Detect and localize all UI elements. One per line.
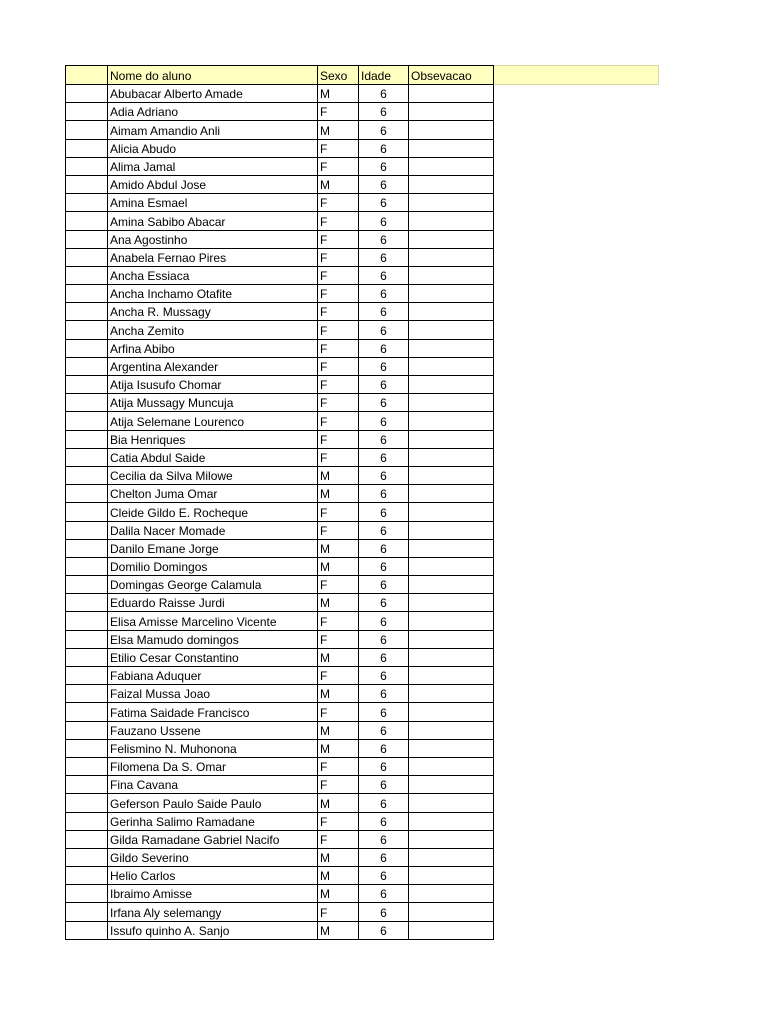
student-age-cell[interactable]: 6 — [359, 139, 409, 157]
student-age-cell[interactable]: 6 — [359, 630, 409, 648]
student-age-cell[interactable]: 6 — [359, 266, 409, 284]
student-age-cell[interactable]: 6 — [359, 485, 409, 503]
table-row — [66, 703, 659, 721]
student-age-cell[interactable]: 6 — [359, 194, 409, 212]
row-num-cell[interactable] — [66, 921, 108, 939]
student-name-cell[interactable]: Alima Jamal — [108, 157, 318, 175]
student-sex-cell[interactable]: F — [318, 521, 359, 539]
student-age-cell[interactable]: 6 — [359, 794, 409, 812]
student-sex-cell[interactable]: F — [318, 412, 359, 430]
row-num-cell[interactable] — [66, 212, 108, 230]
table-row — [66, 721, 659, 739]
student-obs-cell[interactable] — [409, 85, 494, 103]
student-obs-cell[interactable] — [409, 194, 494, 212]
student-obs-cell[interactable] — [409, 412, 494, 430]
student-obs-cell[interactable] — [409, 121, 494, 139]
student-obs-cell[interactable] — [409, 648, 494, 666]
student-obs-cell[interactable] — [409, 794, 494, 812]
student-name-cell[interactable]: Irfana Aly selemangy — [108, 903, 318, 921]
student-sex-cell[interactable]: M — [318, 867, 359, 885]
student-sex-cell[interactable]: M — [318, 121, 359, 139]
student-name-cell[interactable]: Dalila Nacer Momade — [108, 521, 318, 539]
table-row — [66, 557, 659, 575]
student-obs-cell[interactable] — [409, 230, 494, 248]
row-num-cell[interactable] — [66, 503, 108, 521]
student-obs-cell[interactable] — [409, 667, 494, 685]
student-obs-cell[interactable] — [409, 466, 494, 484]
student-sex-cell[interactable]: F — [318, 212, 359, 230]
student-name-cell[interactable]: Fatima Saidade Francisco — [108, 703, 318, 721]
row-num-cell[interactable] — [66, 466, 108, 484]
student-sex-cell[interactable]: F — [318, 248, 359, 266]
table-row — [66, 521, 659, 539]
table-row — [66, 357, 659, 375]
table-row — [66, 85, 659, 103]
student-sex-cell[interactable]: M — [318, 848, 359, 866]
student-sex-cell[interactable]: F — [318, 285, 359, 303]
student-obs-cell[interactable] — [409, 848, 494, 866]
student-obs-cell[interactable] — [409, 212, 494, 230]
student-age-cell[interactable]: 6 — [359, 430, 409, 448]
row-num-cell[interactable] — [66, 139, 108, 157]
student-name-cell[interactable]: Argentina Alexander — [108, 357, 318, 375]
student-name-cell[interactable]: Ancha R. Mussagy — [108, 303, 318, 321]
student-obs-cell[interactable] — [409, 139, 494, 157]
student-name-cell[interactable]: Ibraimo Amisse — [108, 885, 318, 903]
student-age-cell[interactable]: 6 — [359, 175, 409, 193]
student-age-cell[interactable]: 6 — [359, 576, 409, 594]
row-num-cell[interactable] — [66, 521, 108, 539]
row-num-cell[interactable] — [66, 848, 108, 866]
student-sex-cell[interactable]: F — [318, 667, 359, 685]
table-row — [66, 212, 659, 230]
row-num-cell[interactable] — [66, 576, 108, 594]
student-sex-cell[interactable]: F — [318, 103, 359, 121]
student-sex-cell[interactable]: F — [318, 776, 359, 794]
student-age-cell[interactable]: 6 — [359, 812, 409, 830]
student-sex-cell[interactable]: M — [318, 721, 359, 739]
student-sheet — [65, 65, 659, 940]
table-row — [66, 539, 659, 557]
student-sex-cell[interactable]: M — [318, 466, 359, 484]
student-name-cell[interactable]: Geferson Paulo Saide Paulo — [108, 794, 318, 812]
row-num-cell[interactable] — [66, 667, 108, 685]
table-row — [66, 885, 659, 903]
table-row — [66, 739, 659, 757]
table-row — [66, 667, 659, 685]
row-num-cell[interactable] — [66, 339, 108, 357]
student-age-cell[interactable]: 6 — [359, 685, 409, 703]
student-age-cell[interactable]: 6 — [359, 648, 409, 666]
table-row — [66, 321, 659, 339]
table-row — [66, 103, 659, 121]
student-obs-cell[interactable] — [409, 885, 494, 903]
student-name-cell[interactable]: Ancha Zemito — [108, 321, 318, 339]
table-row — [66, 612, 659, 630]
student-name-cell[interactable]: Abubacar Alberto Amade — [108, 85, 318, 103]
student-name-cell[interactable]: Gerinha Salimo Ramadane — [108, 812, 318, 830]
student-obs-cell[interactable] — [409, 830, 494, 848]
student-age-cell[interactable]: 6 — [359, 757, 409, 775]
table-row — [66, 576, 659, 594]
table-row — [66, 812, 659, 830]
row-num-cell[interactable] — [66, 721, 108, 739]
table-row — [66, 230, 659, 248]
student-age-cell[interactable]: 6 — [359, 285, 409, 303]
student-sex-cell[interactable]: M — [318, 885, 359, 903]
student-obs-cell[interactable] — [409, 266, 494, 284]
row-num-cell[interactable] — [66, 376, 108, 394]
student-obs-cell[interactable] — [409, 103, 494, 121]
student-sex-cell[interactable]: M — [318, 175, 359, 193]
student-sex-cell[interactable]: M — [318, 85, 359, 103]
row-num-cell[interactable] — [66, 867, 108, 885]
student-name-cell[interactable]: Fabiana Aduquer — [108, 667, 318, 685]
student-obs-cell[interactable] — [409, 721, 494, 739]
student-name-cell[interactable]: Alicia Abudo — [108, 139, 318, 157]
row-num-cell[interactable] — [66, 594, 108, 612]
header-num-cell[interactable] — [66, 66, 108, 85]
student-obs-cell[interactable] — [409, 757, 494, 775]
table-row — [66, 376, 659, 394]
row-num-cell[interactable] — [66, 248, 108, 266]
student-sex-cell[interactable]: M — [318, 921, 359, 939]
student-age-cell[interactable]: 6 — [359, 303, 409, 321]
row-num-cell[interactable] — [66, 357, 108, 375]
student-obs-cell[interactable] — [409, 776, 494, 794]
student-obs-cell[interactable] — [409, 285, 494, 303]
row-num-cell[interactable] — [66, 303, 108, 321]
table-row — [66, 339, 659, 357]
student-name-cell[interactable]: Issufo quinho A. Sanjo — [108, 921, 318, 939]
student-obs-cell[interactable] — [409, 303, 494, 321]
student-obs-cell[interactable] — [409, 157, 494, 175]
student-obs-cell[interactable] — [409, 448, 494, 466]
table-row — [66, 248, 659, 266]
student-sex-cell[interactable]: F — [318, 194, 359, 212]
student-name-cell[interactable]: Ancha Essiaca — [108, 266, 318, 284]
student-name-cell[interactable]: Amina Esmael — [108, 194, 318, 212]
student-sex-cell[interactable]: F — [318, 266, 359, 284]
student-obs-cell[interactable] — [409, 685, 494, 703]
student-obs-cell[interactable] — [409, 321, 494, 339]
row-num-cell[interactable] — [66, 485, 108, 503]
student-sex-cell[interactable]: F — [318, 448, 359, 466]
table-row — [66, 867, 659, 885]
student-sex-cell[interactable]: F — [318, 303, 359, 321]
student-name-cell[interactable]: Faizal Mussa Joao — [108, 685, 318, 703]
student-age-cell[interactable]: 6 — [359, 339, 409, 357]
student-obs-cell[interactable] — [409, 248, 494, 266]
table-row — [66, 921, 659, 939]
student-name-cell[interactable]: Cleide Gildo E. Rocheque — [108, 503, 318, 521]
table-row — [66, 794, 659, 812]
student-age-cell[interactable]: 6 — [359, 612, 409, 630]
student-age-cell[interactable]: 6 — [359, 157, 409, 175]
student-age-cell[interactable]: 6 — [359, 703, 409, 721]
table-row — [66, 685, 659, 703]
row-num-cell[interactable] — [66, 448, 108, 466]
row-num-cell[interactable] — [66, 85, 108, 103]
header-row — [66, 66, 659, 85]
student-age-cell[interactable]: 6 — [359, 466, 409, 484]
student-sex-cell[interactable]: F — [318, 321, 359, 339]
row-num-cell[interactable] — [66, 230, 108, 248]
student-name-cell[interactable]: Atija Selemane Lourenco — [108, 412, 318, 430]
student-name-cell[interactable]: Amina Sabibo Abacar — [108, 212, 318, 230]
row-num-cell[interactable] — [66, 776, 108, 794]
student-name-cell[interactable]: Chelton Juma Omar — [108, 485, 318, 503]
student-age-cell[interactable]: 6 — [359, 885, 409, 903]
header-sex-cell[interactable]: Sexo — [318, 66, 359, 85]
student-name-cell[interactable]: Ana Agostinho — [108, 230, 318, 248]
student-age-cell[interactable]: 6 — [359, 776, 409, 794]
table-row — [66, 266, 659, 284]
student-age-cell[interactable]: 6 — [359, 667, 409, 685]
student-age-cell[interactable]: 6 — [359, 248, 409, 266]
student-name-cell[interactable]: Danilo Emane Jorge — [108, 539, 318, 557]
student-age-cell[interactable]: 6 — [359, 739, 409, 757]
student-obs-cell[interactable] — [409, 612, 494, 630]
student-name-cell[interactable]: Amido Abdul Jose — [108, 175, 318, 193]
student-obs-cell[interactable] — [409, 576, 494, 594]
student-age-cell[interactable]: 6 — [359, 321, 409, 339]
row-num-cell[interactable] — [66, 703, 108, 721]
table-row — [66, 757, 659, 775]
student-name-cell[interactable]: Ancha Inchamo Otafite — [108, 285, 318, 303]
student-name-cell[interactable]: Domilio Domingos — [108, 557, 318, 575]
row-num-cell[interactable] — [66, 903, 108, 921]
row-num-cell[interactable] — [66, 285, 108, 303]
table-row — [66, 848, 659, 866]
student-name-cell[interactable]: Eduardo Raisse Jurdi — [108, 594, 318, 612]
header-extra-cell[interactable] — [494, 66, 659, 85]
student-name-cell[interactable]: Helio Carlos — [108, 867, 318, 885]
student-sex-cell[interactable]: M — [318, 794, 359, 812]
student-sex-cell[interactable]: F — [318, 357, 359, 375]
student-obs-cell[interactable] — [409, 539, 494, 557]
student-sex-cell[interactable]: F — [318, 812, 359, 830]
student-age-cell[interactable]: 6 — [359, 376, 409, 394]
table-row — [66, 903, 659, 921]
student-sex-cell[interactable]: F — [318, 157, 359, 175]
table-row — [66, 394, 659, 412]
student-name-cell[interactable]: Filomena Da S. Omar — [108, 757, 318, 775]
student-age-cell[interactable]: 6 — [359, 121, 409, 139]
student-sex-cell[interactable]: M — [318, 648, 359, 666]
student-sex-cell[interactable]: M — [318, 557, 359, 575]
student-age-cell[interactable]: 6 — [359, 557, 409, 575]
student-name-cell[interactable]: Elisa Amisse Marcelino Vicente — [108, 612, 318, 630]
table-row — [66, 139, 659, 157]
student-sex-cell[interactable]: F — [318, 339, 359, 357]
student-sex-cell[interactable]: F — [318, 630, 359, 648]
table-row — [66, 448, 659, 466]
student-sex-cell[interactable]: M — [318, 685, 359, 703]
table-row — [66, 830, 659, 848]
student-sex-cell[interactable]: M — [318, 539, 359, 557]
student-age-cell[interactable]: 6 — [359, 921, 409, 939]
student-obs-cell[interactable] — [409, 557, 494, 575]
student-obs-cell[interactable] — [409, 594, 494, 612]
row-num-cell[interactable] — [66, 885, 108, 903]
student-sex-cell[interactable]: F — [318, 430, 359, 448]
student-age-cell[interactable]: 6 — [359, 85, 409, 103]
table-row — [66, 157, 659, 175]
table-row — [66, 194, 659, 212]
student-name-cell[interactable]: Felismino N. Muhonona — [108, 739, 318, 757]
table-row — [66, 503, 659, 521]
row-num-cell[interactable] — [66, 266, 108, 284]
table-row — [66, 630, 659, 648]
student-sex-cell[interactable]: F — [318, 503, 359, 521]
table-row — [66, 121, 659, 139]
student-age-cell[interactable]: 6 — [359, 230, 409, 248]
student-sex-cell[interactable]: M — [318, 485, 359, 503]
student-obs-cell[interactable] — [409, 867, 494, 885]
header-name-cell[interactable]: Nome do aluno — [108, 66, 318, 85]
student-obs-cell[interactable] — [409, 339, 494, 357]
row-num-cell[interactable] — [66, 630, 108, 648]
student-age-cell[interactable]: 6 — [359, 539, 409, 557]
student-sex-cell[interactable]: F — [318, 576, 359, 594]
student-age-cell[interactable]: 6 — [359, 448, 409, 466]
student-sex-cell[interactable]: F — [318, 757, 359, 775]
table-row — [66, 594, 659, 612]
header-obs-cell[interactable]: Obsevacao — [409, 66, 494, 85]
student-obs-cell[interactable] — [409, 921, 494, 939]
student-obs-cell[interactable] — [409, 485, 494, 503]
student-obs-cell[interactable] — [409, 812, 494, 830]
student-name-cell[interactable]: Gildo Severino — [108, 848, 318, 866]
row-num-cell[interactable] — [66, 612, 108, 630]
student-obs-cell[interactable] — [409, 503, 494, 521]
student-name-cell[interactable]: Bia Henriques — [108, 430, 318, 448]
student-sex-cell[interactable]: M — [318, 739, 359, 757]
student-sex-cell[interactable]: F — [318, 139, 359, 157]
table-row — [66, 776, 659, 794]
row-num-cell[interactable] — [66, 685, 108, 703]
student-age-cell[interactable]: 6 — [359, 412, 409, 430]
student-age-cell[interactable]: 6 — [359, 721, 409, 739]
table-row — [66, 303, 659, 321]
row-num-cell[interactable] — [66, 321, 108, 339]
row-num-cell[interactable] — [66, 103, 108, 121]
row-num-cell[interactable] — [66, 175, 108, 193]
student-age-cell[interactable]: 6 — [359, 103, 409, 121]
table-row — [66, 485, 659, 503]
table-row — [66, 412, 659, 430]
table-row — [66, 648, 659, 666]
student-name-cell[interactable]: Arfina Abibo — [108, 339, 318, 357]
row-num-cell[interactable] — [66, 757, 108, 775]
student-name-cell[interactable]: Adia Adriano — [108, 103, 318, 121]
student-name-cell[interactable]: Cecilia da Silva Milowe — [108, 466, 318, 484]
row-num-cell[interactable] — [66, 557, 108, 575]
student-sex-cell[interactable]: F — [318, 830, 359, 848]
student-name-cell[interactable]: Fina Cavana — [108, 776, 318, 794]
student-obs-cell[interactable] — [409, 357, 494, 375]
row-num-cell[interactable] — [66, 539, 108, 557]
student-name-cell[interactable]: Atija Isusufo Chomar — [108, 376, 318, 394]
student-obs-cell[interactable] — [409, 630, 494, 648]
student-sex-cell[interactable]: F — [318, 703, 359, 721]
student-name-cell[interactable]: Catia Abdul Saide — [108, 448, 318, 466]
table-row — [66, 175, 659, 193]
student-name-cell[interactable]: Domingas George Calamula — [108, 576, 318, 594]
student-name-cell[interactable]: Aimam Amandio Anli — [108, 121, 318, 139]
student-obs-cell[interactable] — [409, 521, 494, 539]
student-sex-cell[interactable]: M — [318, 594, 359, 612]
student-age-cell[interactable]: 6 — [359, 521, 409, 539]
student-name-cell[interactable]: Gilda Ramadane Gabriel Nacifo — [108, 830, 318, 848]
student-age-cell[interactable]: 6 — [359, 830, 409, 848]
student-sex-cell[interactable]: F — [318, 612, 359, 630]
student-age-cell[interactable]: 6 — [359, 503, 409, 521]
student-age-cell[interactable]: 6 — [359, 394, 409, 412]
student-obs-cell[interactable] — [409, 903, 494, 921]
row-num-cell[interactable] — [66, 830, 108, 848]
student-age-cell[interactable]: 6 — [359, 867, 409, 885]
table-row — [66, 285, 659, 303]
student-obs-cell[interactable] — [409, 394, 494, 412]
student-name-cell[interactable]: Fauzano Ussene — [108, 721, 318, 739]
header-age-cell[interactable]: Idade — [359, 66, 409, 85]
row-num-cell[interactable] — [66, 394, 108, 412]
student-sex-cell[interactable]: F — [318, 394, 359, 412]
student-name-cell[interactable]: Anabela Fernao Pires — [108, 248, 318, 266]
student-age-cell[interactable]: 6 — [359, 212, 409, 230]
row-num-cell[interactable] — [66, 812, 108, 830]
student-age-cell[interactable]: 6 — [359, 848, 409, 866]
row-num-cell[interactable] — [66, 194, 108, 212]
student-obs-cell[interactable] — [409, 430, 494, 448]
student-sex-cell[interactable]: F — [318, 376, 359, 394]
row-num-cell[interactable] — [66, 794, 108, 812]
student-obs-cell[interactable] — [409, 703, 494, 721]
student-name-cell[interactable]: Elsa Mamudo domingos — [108, 630, 318, 648]
row-num-cell[interactable] — [66, 430, 108, 448]
student-obs-cell[interactable] — [409, 175, 494, 193]
row-num-cell[interactable] — [66, 648, 108, 666]
table-row — [66, 430, 659, 448]
student-obs-cell[interactable] — [409, 376, 494, 394]
student-age-cell[interactable]: 6 — [359, 903, 409, 921]
row-num-cell[interactable] — [66, 412, 108, 430]
row-num-cell[interactable] — [66, 739, 108, 757]
row-num-cell[interactable] — [66, 157, 108, 175]
table-row — [66, 466, 659, 484]
student-obs-cell[interactable] — [409, 739, 494, 757]
student-age-cell[interactable]: 6 — [359, 357, 409, 375]
student-name-cell[interactable]: Atija Mussagy Muncuja — [108, 394, 318, 412]
row-num-cell[interactable] — [66, 121, 108, 139]
student-name-cell[interactable]: Etilio Cesar Constantino — [108, 648, 318, 666]
student-sex-cell[interactable]: F — [318, 230, 359, 248]
student-age-cell[interactable]: 6 — [359, 594, 409, 612]
student-sex-cell[interactable]: F — [318, 903, 359, 921]
